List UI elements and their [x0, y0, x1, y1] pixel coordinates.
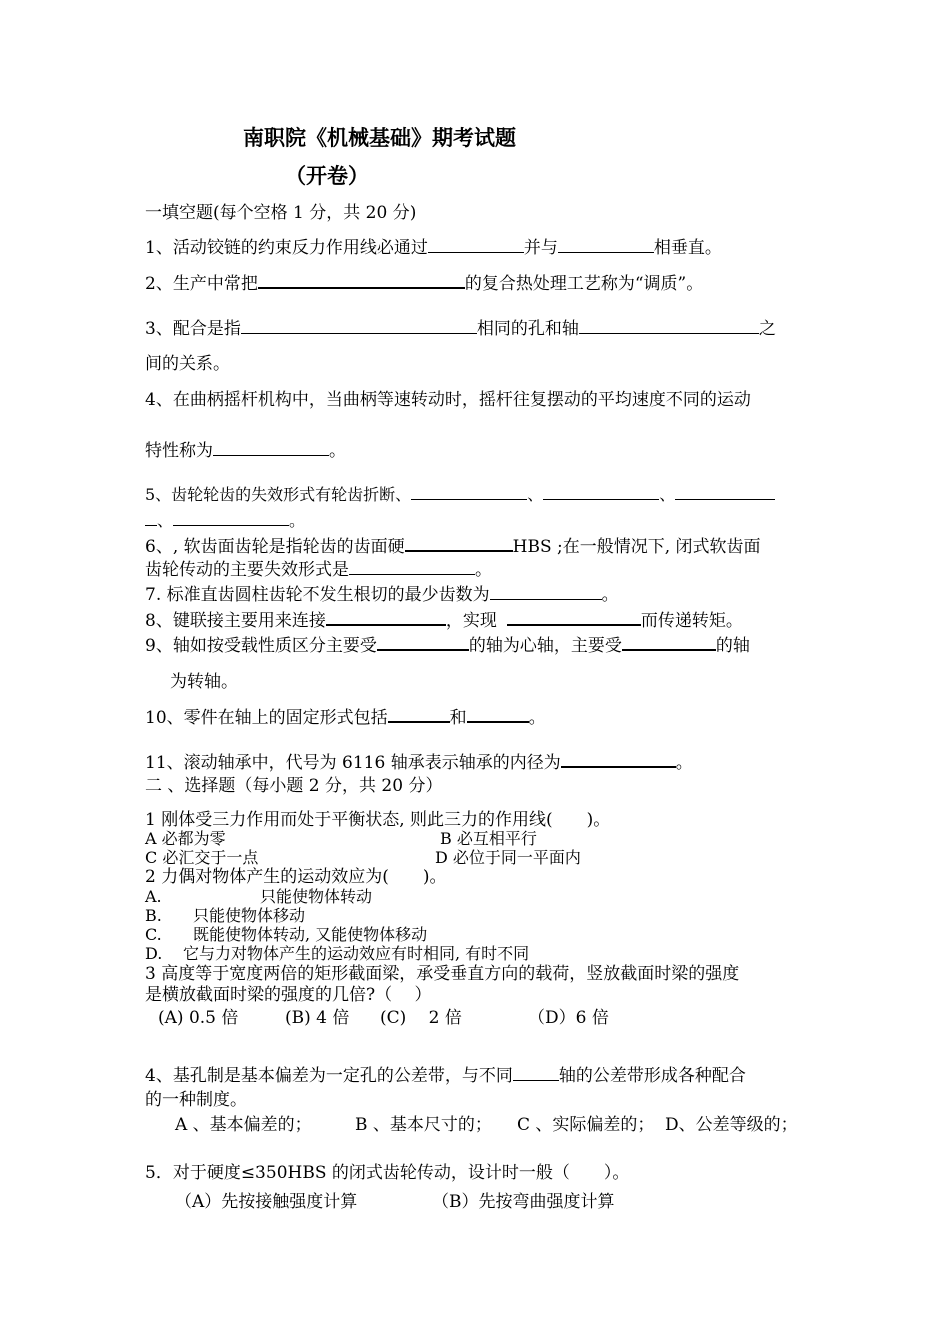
page-title: 南职院《机械基础》期考试题: [243, 125, 516, 150]
fill-question-11: 11、滚动轴承中，代号为 6116 轴承表示轴承的内径为 。: [145, 753, 693, 773]
choice-q1-option-d: D 必位于同一平面内: [435, 848, 581, 867]
choice-question-4-cont: 的一种制度。: [145, 1090, 247, 1110]
choice-question-3-cont: 是横放截面时梁的强度的几倍?（ ）: [145, 985, 432, 1005]
choice-question-1: 1 刚体受三力作用而处于平衡状态, 则此三力的作用线( )。: [145, 810, 611, 830]
choice-question-5: 5．对于硬度≤350HBS 的闭式齿轮传动，设计时一般（ ）。: [145, 1163, 630, 1183]
choice-q4-option-c: C 、实际偏差的；: [517, 1115, 655, 1135]
choice-q4-option-a: A 、基本偏差的；: [175, 1115, 312, 1135]
fill-question-7: 7. 标准直齿圆柱齿轮不发生根切的最少齿数为 。: [145, 585, 619, 605]
choice-q2-option-d: 它与力对物体产生的运动效应有时相同, 有时不同: [183, 944, 530, 963]
fill-question-9-cont: 为转轴。: [170, 672, 238, 692]
fill-question-9: 9、轴如按受载性质区分主要受 的轴为心轴，主要受 的轴: [145, 636, 750, 656]
choice-question-2: 2 力偶对物体产生的运动效应为( )。: [145, 867, 447, 887]
fill-question-1: 1、活动铰链的约束反力作用线必通过 并与 相垂直。: [145, 238, 722, 258]
choice-q1-option-b: B 必互相平行: [440, 829, 537, 848]
fill-question-5: 5、齿轮轮齿的失效形式有轮齿折断、 、 、: [145, 485, 775, 505]
page-subtitle: （开卷）: [285, 163, 369, 188]
choice-q1-option-c: C 必汇交于一点: [145, 848, 259, 867]
fill-question-10: 10、零件在轴上的固定形式包括 和 。: [145, 708, 546, 728]
fill-question-3-cont: 间的关系。: [145, 354, 230, 374]
choice-q2-option-a: 只能使物体转动: [260, 887, 373, 906]
fill-question-6: 6、, 软齿面齿轮是指轮齿的齿面硬 HBS ;在一般情况下, 闭式软齿面: [145, 537, 761, 557]
fill-question-8: 8、键联接主要用来连接 ，实现 而传递转矩。: [145, 611, 743, 631]
choice-q2-option-c: 既能使物体转动, 又能使物体移动: [193, 925, 428, 944]
choice-q5-option-a: （A）先按接触强度计算: [175, 1192, 358, 1212]
choice-q4-option-d: D、公差等级的；: [665, 1115, 798, 1135]
choice-q2-option-a-label: A.: [145, 887, 162, 906]
choice-q3-option-c: (C) 2 倍: [380, 1008, 462, 1028]
fill-question-3: 3、配合是指 相同的孔和轴 之: [145, 319, 776, 339]
choice-question-3: 3 高度等于宽度两倍的矩形截面梁，承受垂直方向的载荷，竖放截面时梁的强度: [145, 964, 740, 984]
section2-heading: 二 、选择题（每小题 2 分，共 20 分）: [145, 776, 443, 796]
choice-question-4: 4、基孔制是基本偏差为一定孔的公差带，与不同 轴的公差带形成各种配合: [145, 1066, 746, 1086]
fill-question-2: 2、生产中常把 的复合热处理工艺称为“调质”。: [145, 274, 704, 294]
choice-q2-option-b-label: B.: [145, 906, 162, 925]
choice-q3-option-d: （D）6 倍: [528, 1008, 609, 1028]
fill-question-5-cont: 、 。: [145, 511, 305, 531]
choice-q1-option-a: A 必都为零: [145, 829, 226, 848]
choice-q5-option-b: （B）先按弯曲强度计算: [432, 1192, 615, 1212]
fill-question-4: 4、在曲柄摇杆机构中，当曲柄等速转动时，摇杆往复摆动的平均速度不同的运动: [145, 390, 751, 410]
choice-q3-option-a: (A) 0.5 倍: [158, 1008, 239, 1028]
choice-q2-option-d-label: D.: [145, 944, 163, 963]
section1-heading: 一填空题(每个空格 1 分，共 20 分): [145, 203, 417, 223]
choice-q4-option-b: B 、基本尺寸的；: [355, 1115, 492, 1135]
fill-question-4-cont: 特性称为 。: [145, 441, 346, 461]
fill-question-6-cont: 齿轮传动的主要失效形式是 。: [145, 560, 492, 580]
choice-q3-option-b: (B) 4 倍: [285, 1008, 350, 1028]
choice-q2-option-c-label: C.: [145, 925, 162, 944]
choice-q2-option-b: 只能使物体移动: [193, 906, 306, 925]
